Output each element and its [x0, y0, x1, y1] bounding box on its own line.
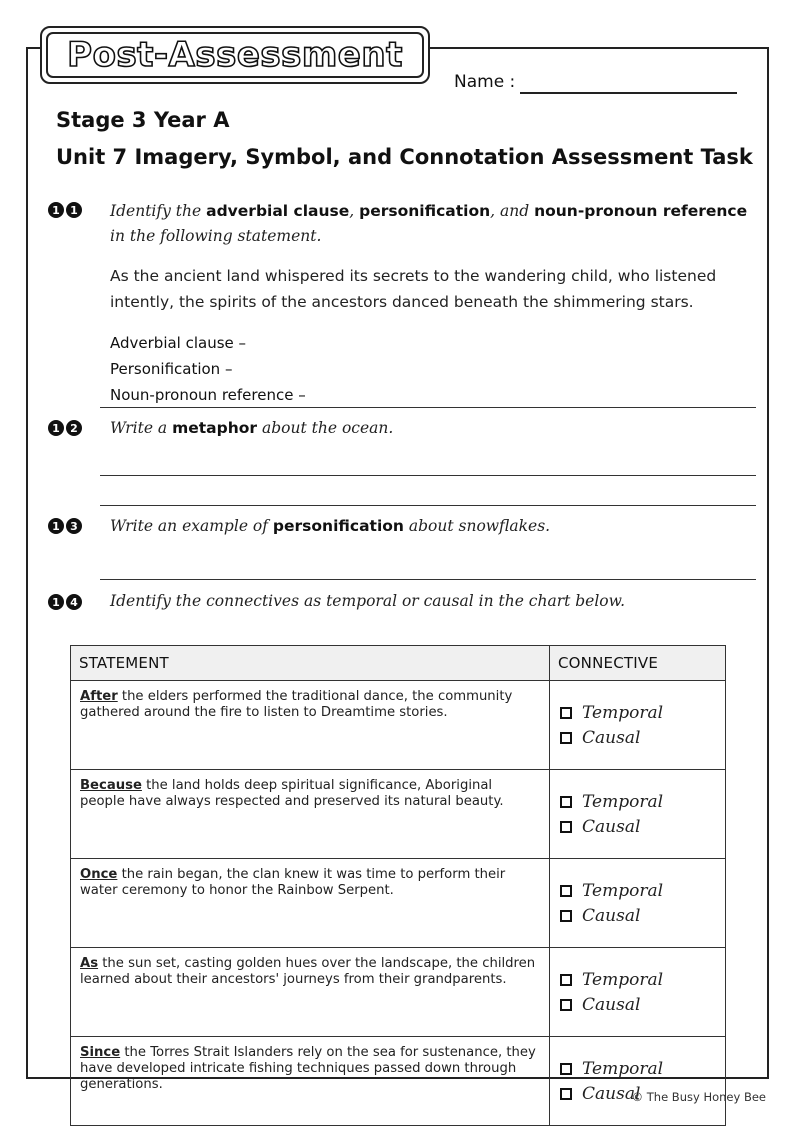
checkbox-icon: [560, 1088, 572, 1100]
table-row: [71, 770, 726, 859]
answer-line[interactable]: [100, 505, 756, 506]
connective-cell: [550, 948, 726, 1037]
connective-cell: [550, 770, 726, 859]
connective-cell: [550, 1037, 726, 1126]
unit-heading: Unit 7 Imagery, Symbol, and Connotation Assessment Task: [56, 145, 753, 169]
connective-cell: [550, 681, 726, 770]
causal-checkbox[interactable]: Causal: [560, 1081, 715, 1106]
checkbox-icon: [560, 885, 572, 897]
causal-checkbox[interactable]: Causal: [560, 725, 715, 750]
personification-label: Personification –: [110, 360, 233, 378]
causal-checkbox[interactable]: Causal: [560, 903, 715, 928]
adverbial-clause-label: Adverbial clause –: [110, 334, 247, 352]
question-number-3: 1 3: [48, 518, 82, 534]
question-1-prompt: Identify the adverbial clause, personification, and noun-pronoun reference in the following statement.: [110, 202, 748, 245]
title-banner: [40, 26, 430, 84]
table-row: [71, 1037, 726, 1126]
question-4-prompt: Identify the connectives as temporal or causal in the chart below.: [110, 592, 625, 610]
checkbox-icon: [560, 707, 572, 719]
causal-checkbox[interactable]: Causal: [560, 814, 715, 839]
checkbox-icon: [560, 732, 572, 744]
checkbox-icon: [560, 796, 572, 808]
noun-pronoun-label: Noun-pronoun reference –: [110, 386, 306, 404]
question-2-prompt: Write a metaphor about the ocean.: [110, 419, 394, 437]
checkbox-icon: [560, 999, 572, 1011]
statement-cell: As the sun set, casting golden hues over the landscape, the children learned about their ancestors' journeys from their grandparents.: [71, 948, 550, 1037]
copyright-footer: © The Busy Honey Bee: [631, 1090, 766, 1104]
checkbox-icon: [560, 910, 572, 922]
table-row: [71, 948, 726, 1037]
question-number-4: 1 4: [48, 594, 82, 610]
temporal-checkbox[interactable]: Temporal: [560, 967, 715, 992]
temporal-checkbox[interactable]: Temporal: [560, 700, 715, 725]
connective-column-header: CONNECTIVE: [550, 646, 726, 681]
causal-checkbox[interactable]: Causal: [560, 992, 715, 1017]
checkbox-icon: [560, 1063, 572, 1075]
connectives-table: [70, 645, 726, 1126]
name-field-line[interactable]: [520, 92, 737, 94]
answer-line[interactable]: [100, 407, 756, 408]
checkbox-icon: [560, 821, 572, 833]
answer-line[interactable]: [100, 475, 756, 476]
connective-cell: [550, 859, 726, 948]
question-3-prompt: Write an example of personification about snowflakes.: [110, 517, 551, 535]
table-row: [71, 681, 726, 770]
checkbox-icon: [560, 974, 572, 986]
temporal-checkbox[interactable]: Temporal: [560, 1056, 715, 1081]
page-title: Post-Assessment: [67, 35, 403, 75]
stage-heading: Stage 3 Year A: [56, 108, 230, 132]
question-number-2: 1 2: [48, 420, 82, 436]
name-label: Name :: [454, 72, 516, 92]
question-1-statement: As the ancient land whispered its secrets to the wandering child, who listened intently, the spirits of the ancestors danced beneath the shimmering stars.: [110, 267, 717, 311]
question-number-1: 1 1: [48, 202, 82, 218]
statement-cell: Once the rain began, the clan knew it was time to perform their water ceremony to honor the Rainbow Serpent.: [71, 859, 550, 948]
table-row: [71, 859, 726, 948]
statement-cell: Because the land holds deep spiritual significance, Aboriginal people have always respected and preserved its natural beauty.: [71, 770, 550, 859]
question-1-answer-labels: [110, 330, 306, 408]
statement-cell: After the elders performed the traditional dance, the community gathered around the fire to listen to Dreamtime stories.: [71, 681, 550, 770]
answer-line[interactable]: [100, 579, 756, 580]
statement-cell: Since the Torres Strait Islanders rely on the sea for sustenance, they have developed intricate fishing techniques passed down through generations.: [71, 1037, 550, 1126]
table-header-row: [71, 646, 726, 681]
statement-column-header: STATEMENT: [71, 646, 550, 681]
temporal-checkbox[interactable]: Temporal: [560, 789, 715, 814]
temporal-checkbox[interactable]: Temporal: [560, 878, 715, 903]
